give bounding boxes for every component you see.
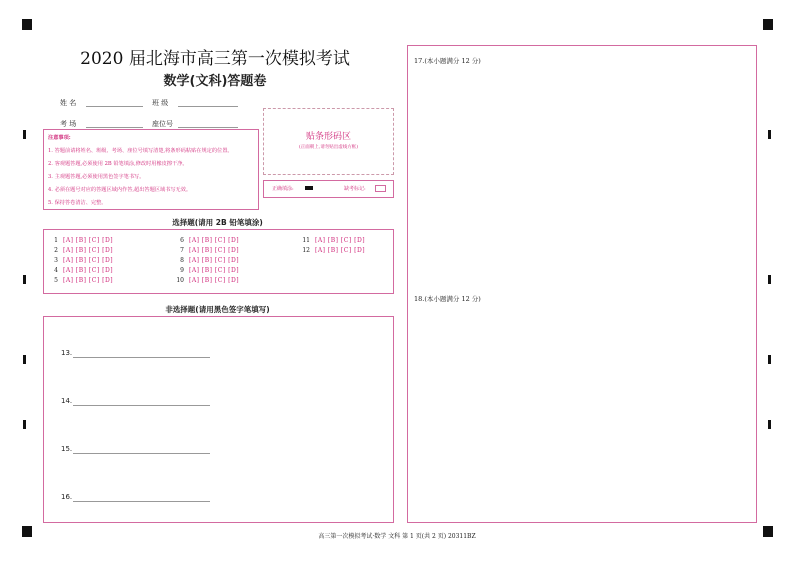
question-number: 6 <box>180 237 184 244</box>
choice-question[interactable] <box>46 237 117 244</box>
choice-answer-box <box>43 229 394 294</box>
side-mark <box>768 355 771 364</box>
question-17-heading: 17.(本小题满分 12 分) <box>414 57 481 65</box>
answer-options[interactable]: [A] [B] [C] [D] <box>63 267 114 274</box>
exam-room-field[interactable] <box>86 127 143 128</box>
note-item: 3. 主观题答题,必须使用黑色签字笔书写。 <box>48 174 145 180</box>
barcode-area <box>263 108 394 175</box>
absent-mark-checkbox[interactable] <box>375 185 386 192</box>
page-footer: 高三第一次模拟考试·数学 文科 第 1 页(共 2 页) 20311BZ <box>318 533 476 540</box>
answer-options[interactable]: [A] [B] [C] [D] <box>189 267 240 274</box>
question-number: 2 <box>54 247 58 254</box>
question-number: 8 <box>180 257 184 264</box>
answer-options[interactable]: [A] [B] [C] [D] <box>315 237 366 244</box>
question-number: 3 <box>54 257 58 264</box>
registration-mark <box>22 19 32 30</box>
side-mark <box>23 420 26 429</box>
choice-question[interactable] <box>172 247 243 254</box>
question-13-number: 13. <box>61 349 73 357</box>
question-15-number: 15. <box>61 445 73 453</box>
answer-blank-15[interactable] <box>73 453 210 454</box>
question-number: 10 <box>176 277 184 284</box>
question-number: 1 <box>54 237 58 244</box>
side-mark <box>23 355 26 364</box>
choice-question[interactable] <box>46 277 117 284</box>
note-item: 2. 客观题答题,必须使用 2B 铅笔填涂,修改时用橡皮擦干净。 <box>48 161 188 167</box>
question-number: 9 <box>180 267 184 274</box>
note-item: 5. 保持答卷清洁、完整。 <box>48 200 107 206</box>
answer-options[interactable]: [A] [B] [C] [D] <box>189 237 240 244</box>
exam-room-label: 考 场 <box>60 120 77 128</box>
choice-question[interactable] <box>172 267 243 274</box>
choice-question[interactable] <box>46 267 117 274</box>
choice-question[interactable] <box>172 237 243 244</box>
open-section-title: 非选择题(请用黑色签字笔填写) <box>165 305 270 314</box>
question-number: 7 <box>180 247 184 254</box>
answer-options[interactable]: [A] [B] [C] [D] <box>315 247 366 254</box>
question-number: 11 <box>302 237 310 244</box>
choice-section-title: 选择题(请用 2B 铅笔填涂) <box>172 218 263 227</box>
answer-blank-14[interactable] <box>73 405 210 406</box>
class-label: 班 级 <box>152 99 169 107</box>
answer-options[interactable]: [A] [B] [C] [D] <box>189 277 240 284</box>
seat-label: 座位号 <box>152 120 173 128</box>
side-mark <box>23 130 26 139</box>
note-item: 4. 必须在题号对应的答题区域内作答,超出答题区域书写无效。 <box>48 187 192 193</box>
right-answer-box[interactable] <box>407 45 757 523</box>
answer-blank-16[interactable] <box>73 501 210 502</box>
answer-options[interactable]: [A] [B] [C] [D] <box>63 257 114 264</box>
choice-question[interactable] <box>172 277 243 284</box>
answer-options[interactable]: [A] [B] [C] [D] <box>63 237 114 244</box>
answer-options[interactable]: [A] [B] [C] [D] <box>63 277 114 284</box>
side-mark <box>768 130 771 139</box>
seat-field[interactable] <box>178 127 238 128</box>
name-label: 姓 名 <box>60 99 77 107</box>
fill-marks-row <box>263 180 394 198</box>
side-mark <box>23 275 26 284</box>
question-14-number: 14. <box>61 397 73 405</box>
choice-question[interactable] <box>298 237 369 244</box>
correct-fill-label: 正确填涂: <box>272 186 294 192</box>
question-16-number: 16. <box>61 493 73 501</box>
question-number: 12 <box>302 247 310 254</box>
notes-header: 注意事项: <box>48 135 71 141</box>
side-mark <box>768 420 771 429</box>
notes-box <box>43 129 259 210</box>
exam-subtitle: 数学(文科)答题卷 <box>163 74 267 89</box>
barcode-hint: (正面朝上,请勿贴出虚线方框) <box>299 145 358 150</box>
exam-title: 2020 届北海市高三第一次模拟考试 <box>80 49 350 69</box>
name-field[interactable] <box>86 106 143 107</box>
choice-question[interactable] <box>46 257 117 264</box>
choice-question[interactable] <box>46 247 117 254</box>
answer-options[interactable]: [A] [B] [C] [D] <box>63 247 114 254</box>
barcode-label: 贴条形码区 <box>305 132 351 142</box>
absent-mark-label: 缺考标记: <box>344 186 366 192</box>
note-item: 1. 答题前请将姓名、班级、考场、座位号填写清楚,将条形码粘贴在规定的位置。 <box>48 148 233 154</box>
question-number: 4 <box>54 267 58 274</box>
question-number: 5 <box>54 277 58 284</box>
question-18-heading: 18.(本小题满分 12 分) <box>414 295 481 303</box>
filled-example-mark <box>305 186 313 190</box>
side-mark <box>768 275 771 284</box>
answer-blank-13[interactable] <box>73 357 210 358</box>
choice-question[interactable] <box>298 247 369 254</box>
open-answer-box <box>43 316 394 523</box>
registration-mark <box>763 19 773 30</box>
class-field[interactable] <box>178 106 238 107</box>
answer-options[interactable]: [A] [B] [C] [D] <box>189 247 240 254</box>
choice-question[interactable] <box>172 257 243 264</box>
answer-options[interactable]: [A] [B] [C] [D] <box>189 257 240 264</box>
